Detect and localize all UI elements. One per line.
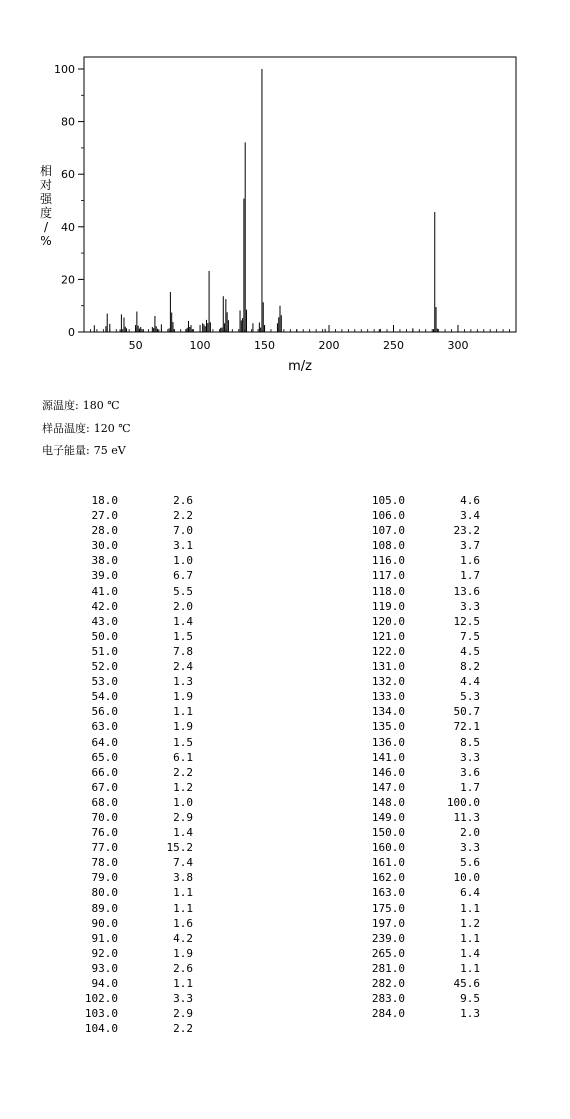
peak-intensity: 11.3: [453, 810, 480, 824]
peak-mz: 282.0: [371, 977, 405, 990]
y-tick-label: 60: [61, 168, 75, 182]
peak-table-row: [62, 493, 193, 508]
peak-mz: 146.0: [371, 765, 405, 779]
peak-table-row: [349, 704, 480, 719]
peak-intensity: 6.4: [460, 886, 480, 900]
peak-mz: 239.0: [371, 931, 405, 945]
peak-intensity: 10.0: [453, 871, 480, 885]
peak-table-row: [62, 538, 193, 553]
peak-intensity: 12.5: [453, 614, 480, 628]
peak-table-row: [62, 674, 193, 689]
peak-table-row: [62, 599, 193, 614]
peak-table-row: [349, 493, 480, 508]
peak-intensity: 2.9: [173, 1007, 193, 1021]
peak-table-row: [349, 765, 480, 780]
electron-energy: [42, 442, 126, 458]
peak-table-row: [349, 644, 480, 659]
peak-table-row: [62, 946, 193, 961]
y-axis-label-text: 相对强度/ %: [39, 164, 53, 248]
peak-mz: 52.0: [91, 660, 118, 674]
peak-intensity: 2.9: [173, 810, 193, 824]
peak-table-row: [349, 916, 480, 931]
peak-mz: 18.0: [91, 494, 118, 507]
peak-intensity: 45.6: [453, 977, 480, 990]
peak-mz: 107.0: [371, 524, 405, 538]
x-major-ticks: [129, 325, 469, 352]
peak-table-row: [62, 719, 193, 734]
peak-mz: 28.0: [91, 524, 118, 538]
sample-temperature-value: 120 ℃: [93, 422, 131, 435]
peak-table-row: [349, 553, 480, 568]
peak-table-row: [62, 840, 193, 855]
y-tick-label: 100: [54, 63, 75, 76]
peak-mz: 163.0: [371, 886, 405, 900]
peak-mz: 78.0: [91, 856, 118, 870]
peak-table-row: [349, 855, 480, 870]
peak-mz: 66.0: [91, 765, 118, 779]
peak-mz: 80.0: [91, 886, 118, 900]
peak-mz: 105.0: [371, 494, 405, 507]
peak-intensity: 2.2: [173, 765, 193, 779]
peak-mz: 42.0: [91, 599, 118, 613]
peak-intensity: 8.2: [460, 660, 480, 674]
peak-table-right: [349, 493, 480, 1021]
peak-table-row: [349, 719, 480, 734]
peak-table-row: [349, 689, 480, 704]
peak-table-row: [349, 946, 480, 961]
peak-mz: 77.0: [91, 841, 118, 855]
source-temperature-label: 源温度:: [42, 399, 79, 412]
peak-mz: 116.0: [371, 554, 405, 568]
peak-intensity: 1.0: [173, 554, 193, 568]
peak-mz: 30.0: [91, 539, 118, 553]
peak-table-row: [349, 659, 480, 674]
peak-intensity: 1.2: [460, 916, 480, 930]
peak-table-row: [62, 523, 193, 538]
peak-table-row: [62, 931, 193, 946]
peak-table-row: [62, 795, 193, 810]
electron-energy-value: 75 eV: [93, 444, 126, 457]
peak-table-row: [349, 629, 480, 644]
peak-mz: 102.0: [84, 992, 118, 1006]
peak-mz: 51.0: [91, 644, 118, 658]
peak-intensity: 1.7: [460, 780, 480, 794]
peak-intensity: 2.6: [173, 961, 193, 975]
peak-intensity: 4.4: [460, 675, 480, 689]
peak-mz: 90.0: [91, 916, 118, 930]
peak-mz: 94.0: [91, 977, 118, 990]
peak-intensity: 3.3: [460, 841, 480, 855]
peak-table-row: [62, 1021, 193, 1036]
peak-intensity: 2.2: [173, 1022, 193, 1036]
peak-table-row: [62, 810, 193, 825]
peak-intensity: 3.3: [460, 750, 480, 764]
peak-mz: 70.0: [91, 810, 118, 824]
peak-intensity: 1.1: [460, 931, 480, 945]
x-tick-label: 150: [254, 339, 276, 352]
peak-intensity: 1.1: [173, 705, 193, 719]
peak-intensity: 15.2: [166, 841, 193, 855]
peak-mz: 141.0: [371, 750, 405, 764]
peak-table-row: [62, 553, 193, 568]
peak-intensity: 50.7: [453, 705, 480, 719]
peak-table-row: [349, 795, 480, 810]
peak-mz: 118.0: [371, 584, 405, 598]
peak-intensity: 7.8: [173, 644, 193, 658]
peak-table-row: [62, 689, 193, 704]
peak-intensity: 3.8: [173, 871, 193, 885]
peak-mz: 117.0: [371, 569, 405, 583]
peak-intensity: 1.9: [173, 946, 193, 960]
peak-intensity: 6.1: [173, 750, 193, 764]
peak-mz: 76.0: [91, 826, 118, 840]
peak-mz: 133.0: [371, 690, 405, 704]
x-tick-label: 100: [189, 339, 211, 352]
peak-table-row: [62, 901, 193, 916]
peak-intensity: 7.0: [173, 524, 193, 538]
peak-mz: 92.0: [91, 946, 118, 960]
x-axis-label: m/z: [288, 359, 312, 374]
y-axis-label: [40, 163, 53, 248]
peak-mz: 64.0: [91, 735, 118, 749]
peak-intensity: 2.0: [173, 599, 193, 613]
peak-mz: 39.0: [91, 569, 118, 583]
peak-table-row: [349, 885, 480, 900]
peak-table-row: [62, 991, 193, 1006]
peak-intensity: 3.1: [173, 539, 193, 553]
peak-table-row: [62, 659, 193, 674]
peak-mz: 79.0: [91, 871, 118, 885]
peak-intensity: 1.3: [460, 1007, 480, 1021]
peak-intensity: 3.3: [460, 599, 480, 613]
peak-bars: [94, 69, 437, 332]
peak-intensity: 2.0: [460, 826, 480, 840]
peak-mz: 91.0: [91, 931, 118, 945]
sample-temperature-label: 样品温度:: [42, 422, 90, 435]
y-tick-label: 40: [61, 220, 75, 234]
peak-intensity: 1.1: [460, 961, 480, 975]
peak-mz: 149.0: [371, 810, 405, 824]
peak-intensity: 5.6: [460, 856, 480, 870]
peak-intensity: 1.1: [173, 977, 193, 990]
peak-mz: 148.0: [371, 795, 405, 809]
x-tick-label: 250: [382, 339, 404, 352]
peak-mz: 27.0: [91, 509, 118, 523]
peak-mz: 38.0: [91, 554, 118, 568]
peak-intensity: 1.7: [460, 569, 480, 583]
peak-mz: 67.0: [91, 780, 118, 794]
peak-intensity: 1.4: [173, 614, 193, 628]
peak-intensity: 3.3: [173, 992, 193, 1006]
peak-table-row: [62, 750, 193, 765]
peak-intensity: 2.6: [173, 494, 193, 507]
peak-table-row: [349, 735, 480, 750]
peak-mz: 65.0: [91, 750, 118, 764]
peak-intensity: 6.7: [173, 569, 193, 583]
peak-mz: 147.0: [371, 780, 405, 794]
y-tick-label: 0: [68, 326, 75, 339]
peak-table-row: [349, 961, 480, 976]
peak-mz: 283.0: [371, 992, 405, 1006]
peak-table-row: [349, 538, 480, 553]
peak-table-row: [349, 810, 480, 825]
peak-table-row: [62, 825, 193, 840]
peak-intensity: 7.4: [173, 856, 193, 870]
peak-mz: 175.0: [371, 901, 405, 915]
y-tick-label: 80: [61, 115, 75, 129]
peak-table-row: [62, 704, 193, 719]
peak-mz: 162.0: [371, 871, 405, 885]
peak-mz: 53.0: [91, 675, 118, 689]
peak-table-row: [62, 780, 193, 795]
peak-intensity: 4.5: [460, 644, 480, 658]
peak-intensity: 1.9: [173, 720, 193, 734]
peak-mz: 104.0: [84, 1022, 118, 1036]
peak-table-row: [62, 644, 193, 659]
peak-intensity: 5.5: [173, 584, 193, 598]
peak-intensity: 8.5: [460, 735, 480, 749]
peak-table-row: [349, 780, 480, 795]
peak-mz: 136.0: [371, 735, 405, 749]
peak-mz: 106.0: [371, 509, 405, 523]
peak-table-row: [62, 855, 193, 870]
peak-table-row: [62, 976, 193, 991]
peak-mz: 132.0: [371, 675, 405, 689]
peak-table-row: [62, 614, 193, 629]
peak-table-row: [62, 961, 193, 976]
peak-mz: 121.0: [371, 629, 405, 643]
peak-intensity: 72.1: [453, 720, 480, 734]
peak-table-row: [349, 991, 480, 1006]
source-temperature: [42, 397, 120, 413]
peak-mz: 93.0: [91, 961, 118, 975]
peak-mz: 119.0: [371, 599, 405, 613]
peak-table-row: [62, 629, 193, 644]
peak-intensity: 100.0: [446, 795, 480, 809]
peak-intensity: 1.1: [460, 901, 480, 915]
peak-table-row: [62, 568, 193, 583]
peak-mz: 43.0: [91, 614, 118, 628]
peak-mz: 134.0: [371, 705, 405, 719]
peak-table-row: [349, 568, 480, 583]
peak-table-row: [349, 599, 480, 614]
peak-mz: 150.0: [371, 826, 405, 840]
peak-table-row: [349, 976, 480, 991]
peak-mz: 131.0: [371, 660, 405, 674]
peak-mz: 197.0: [371, 916, 405, 930]
peak-mz: 63.0: [91, 720, 118, 734]
peak-table-row: [349, 931, 480, 946]
peak-table-row: [62, 916, 193, 931]
peak-intensity: 1.0: [173, 795, 193, 809]
y-tick-label: 20: [61, 273, 75, 287]
peak-intensity: 23.2: [453, 524, 480, 538]
peak-intensity: 1.5: [173, 629, 193, 643]
peak-mz: 281.0: [371, 961, 405, 975]
plot-frame: [84, 57, 516, 332]
peak-intensity: 1.6: [173, 916, 193, 930]
peak-intensity: 1.4: [460, 946, 480, 960]
peak-mz: 56.0: [91, 705, 118, 719]
peak-table-left: [62, 493, 193, 1036]
peak-mz: 161.0: [371, 856, 405, 870]
peak-intensity: 1.2: [173, 780, 193, 794]
peak-mz: 50.0: [91, 629, 118, 643]
peak-table-row: [62, 885, 193, 900]
x-tick-label: 200: [318, 339, 340, 352]
peak-intensity: 1.1: [173, 886, 193, 900]
peak-table-row: [349, 750, 480, 765]
peak-table-row: [349, 870, 480, 885]
peak-table-row: [349, 674, 480, 689]
peak-intensity: 3.4: [460, 509, 480, 523]
peak-mz: 265.0: [371, 946, 405, 960]
peak-intensity: 7.5: [460, 629, 480, 643]
source-temperature-value: 180 ℃: [82, 399, 120, 412]
peak-table-row: [349, 584, 480, 599]
peak-table-row: [62, 735, 193, 750]
peak-intensity: 1.1: [173, 901, 193, 915]
peak-intensity: 1.4: [173, 826, 193, 840]
peak-intensity: 1.3: [173, 675, 193, 689]
peak-mz: 108.0: [371, 539, 405, 553]
peak-mz: 89.0: [91, 901, 118, 915]
x-tick-label: 300: [447, 339, 469, 352]
peak-table-row: [62, 508, 193, 523]
peak-mz: 122.0: [371, 644, 405, 658]
peak-table-row: [349, 523, 480, 538]
peak-mz: 68.0: [91, 795, 118, 809]
electron-energy-label: 电子能量:: [42, 444, 90, 457]
peak-mz: 103.0: [84, 1007, 118, 1021]
peak-mz: 54.0: [91, 690, 118, 704]
peak-table-row: [62, 584, 193, 599]
sample-temperature: [42, 420, 131, 436]
peak-intensity: 4.6: [460, 494, 480, 507]
peak-mz: 160.0: [371, 841, 405, 855]
peak-table-row: [62, 1006, 193, 1021]
peak-intensity: 1.5: [173, 735, 193, 749]
peak-table-row: [62, 870, 193, 885]
peak-intensity: 1.9: [173, 690, 193, 704]
peak-table-row: [349, 825, 480, 840]
peak-table-row: [62, 765, 193, 780]
peak-intensity: 5.3: [460, 690, 480, 704]
peak-table-row: [349, 1006, 480, 1021]
peak-intensity: 3.6: [460, 765, 480, 779]
peak-mz: 135.0: [371, 720, 405, 734]
peak-intensity: 2.2: [173, 509, 193, 523]
peak-intensity: 3.7: [460, 539, 480, 553]
mass-spectrum-chart: [0, 0, 570, 380]
peak-table-row: [349, 508, 480, 523]
peak-mz: 120.0: [371, 614, 405, 628]
peak-intensity: 4.2: [173, 931, 193, 945]
peak-table-row: [349, 901, 480, 916]
peak-intensity: 9.5: [460, 992, 480, 1006]
peak-table-row: [349, 614, 480, 629]
peak-mz: 284.0: [371, 1007, 405, 1021]
peak-mz: 41.0: [91, 584, 118, 598]
peak-intensity: 1.6: [460, 554, 480, 568]
peak-table-row: [349, 840, 480, 855]
y-ticks: [54, 63, 84, 339]
peak-intensity: 13.6: [453, 584, 480, 598]
peak-intensity: 2.4: [173, 660, 193, 674]
x-tick-label: 50: [128, 339, 143, 352]
